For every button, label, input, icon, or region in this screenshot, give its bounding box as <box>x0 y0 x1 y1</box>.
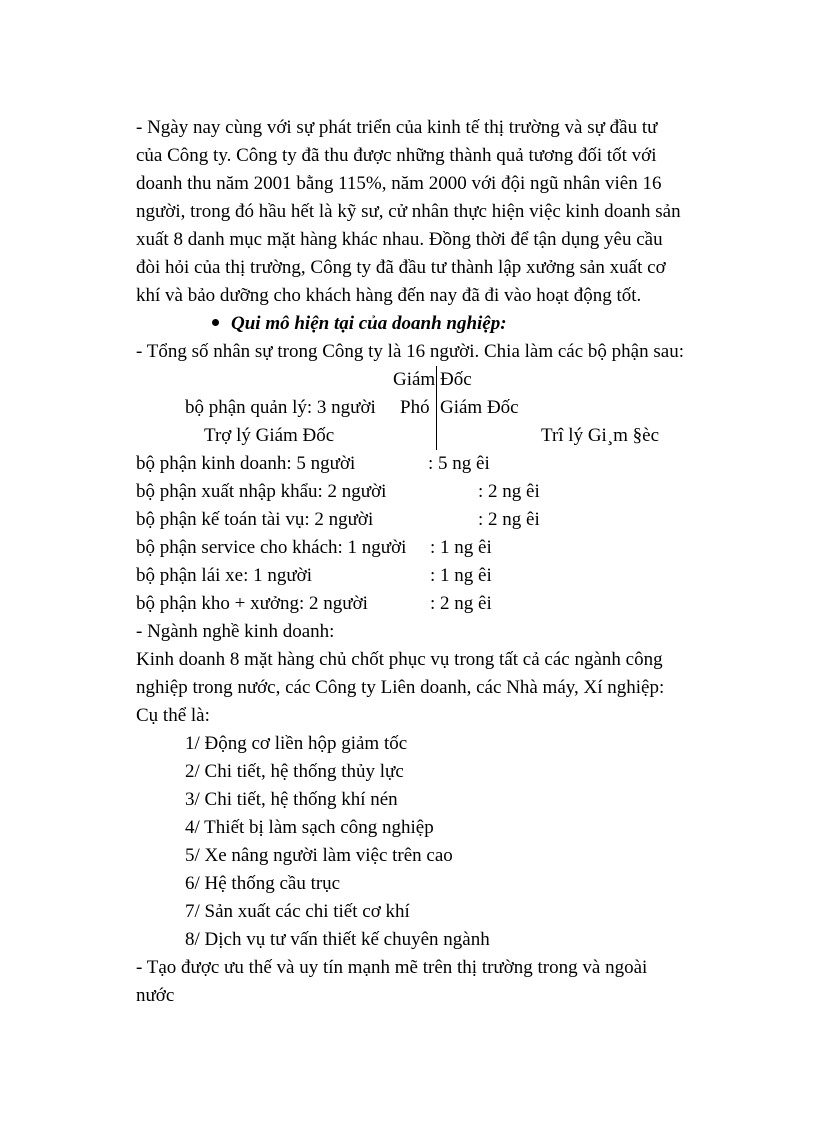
business-intro-line: nghiệp trong nước, các Công ty Liên doanh, các Nhà máy, Xí nghiệp: <box>136 677 665 698</box>
product-item: 6/ Hệ thống cầu trục <box>185 873 341 894</box>
org-tro-ly: Trợ lý Giám Đốc <box>204 425 335 446</box>
department-name: bộ phận kho + xưởng: 2 người <box>136 593 368 614</box>
intro-line: người, trong đó hầu hết là kỹ sư, cử nhân thực hiện việc kinh doanh sản <box>136 201 681 222</box>
product-item: 3/ Chi tiết, hệ thống khí nén <box>185 789 398 810</box>
org-divider <box>436 366 437 450</box>
business-intro-line: Kinh doanh 8 mặt hàng chủ chốt phục vụ trong tất cả các ngành công <box>136 649 663 670</box>
department-count: : 2 ng êi <box>478 481 540 502</box>
department-count: : 1 ng êi <box>430 565 492 586</box>
department-count: : 5 ng êi <box>428 453 490 474</box>
org-management: bộ phận quản lý: 3 người <box>185 397 376 418</box>
org-pho-right: Giám Đốc <box>440 397 519 418</box>
product-item: 5/ Xe nâng người làm việc trên cao <box>185 845 453 866</box>
intro-line: xuất 8 danh mục mặt hàng khác nhau. Đồng thời để tận dụng yêu cầu <box>136 229 663 250</box>
product-item: 2/ Chi tiết, hệ thống thủy lực <box>185 761 404 782</box>
intro-line: - Ngày nay cùng với sự phát triển của kinh tế thị trường và sự đầu tư <box>136 117 658 138</box>
department-name: bộ phận service cho khách: 1 người <box>136 537 407 558</box>
staff-total: - Tổng số nhân sự trong Công ty là 16 người. Chia làm các bộ phận sau: <box>136 341 684 362</box>
org-giam-right: Đốc <box>440 369 472 390</box>
closing-line: - Tạo được ưu thế và uy tín mạnh mẽ trên thị trường trong và ngoài <box>136 957 648 978</box>
business-intro-line: Cụ thể là: <box>136 705 210 726</box>
department-name: bộ phận xuất nhập khẩu: 2 người <box>136 481 387 502</box>
department-count: : 2 ng êi <box>478 509 540 530</box>
product-item: 7/ Sản xuất các chi tiết cơ khí <box>185 901 410 922</box>
department-count: : 1 ng êi <box>430 537 492 558</box>
product-item: 1/ Động cơ liền hộp giảm tốc <box>185 733 408 754</box>
intro-line: đòi hỏi của thị trường, Công ty đã đầu tư thành lập xưởng sản xuất cơ <box>136 257 666 278</box>
bullet-icon <box>212 319 219 326</box>
org-tri-ly: Trî lý Gi¸m §èc <box>541 425 660 446</box>
department-name: bộ phận lái xe: 1 người <box>136 565 313 586</box>
scale-heading <box>212 313 507 335</box>
product-item: 4/ Thiết bị làm sạch công nghiệp <box>185 817 434 838</box>
product-item: 8/ Dịch vụ tư vấn thiết kế chuyên ngành <box>185 929 490 950</box>
business-heading: - Ngành nghề kinh doanh: <box>136 621 335 642</box>
department-name: bộ phận kế toán tài vụ: 2 người <box>136 509 374 530</box>
intro-line: của Công ty. Công ty đã thu được những thành quả tương đối tốt với <box>136 145 657 166</box>
intro-line: khí và bảo dưỡng cho khách hàng đến nay đã đi vào hoạt động tốt. <box>136 285 642 306</box>
org-giam-left: Giám <box>393 369 436 390</box>
scale-heading-text: Qui mô hiện tại của doanh nghiệp: <box>231 313 507 334</box>
closing-line: nước <box>136 985 175 1006</box>
org-pho: Phó <box>400 397 430 418</box>
department-count: : 2 ng êi <box>430 593 492 614</box>
intro-line: doanh thu năm 2001 bằng 115%, năm 2000 với đội ngũ nhân viên 16 <box>136 173 662 194</box>
department-name: bộ phận kinh doanh: 5 người <box>136 453 356 474</box>
